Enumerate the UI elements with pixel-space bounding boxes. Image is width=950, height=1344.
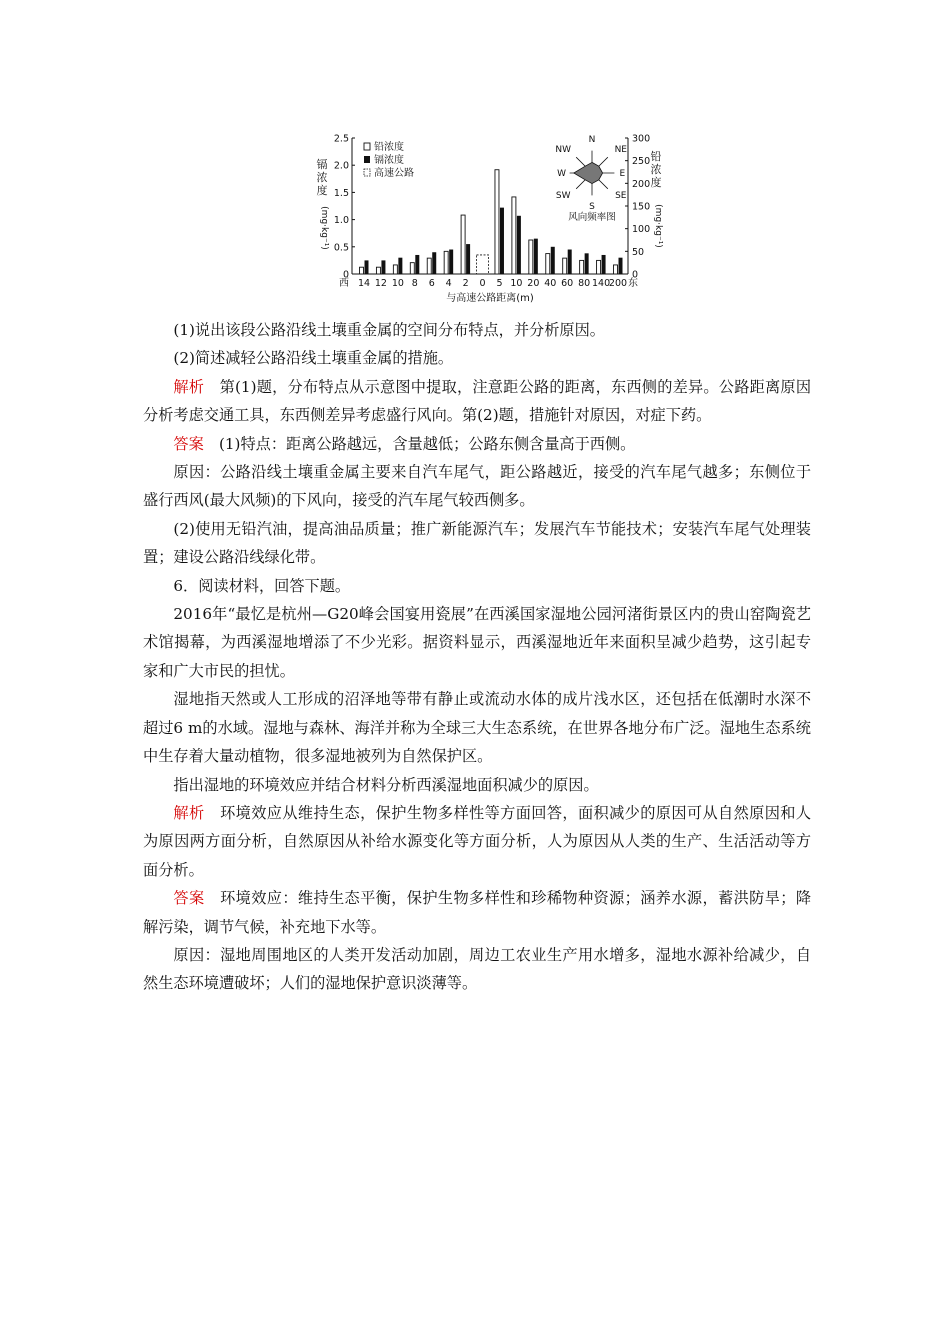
paragraph-10 (143, 799, 811, 884)
cadmium-bar (381, 260, 385, 274)
cadmium-bar (365, 260, 369, 274)
x-tick-label: 20 (527, 278, 540, 289)
wind-direction-label: W (557, 169, 567, 179)
left-tick-label: 2.0 (333, 160, 349, 172)
x-tick-label: 80 (578, 278, 591, 289)
paragraph-text: (1)说出该段公路沿线土壤重金属的空间分布特点，并分析原因。 (173, 321, 605, 339)
legend-cadmium-label: 镉浓度 (374, 155, 404, 166)
right-tick-label: 150 (632, 201, 651, 213)
cadmium-bar (398, 258, 402, 274)
x-tick-label: 60 (561, 278, 574, 289)
legend-cadmium-swatch (364, 156, 370, 163)
paragraph-7 (143, 600, 811, 685)
highway-bar (477, 255, 489, 274)
east-label: 东 (628, 278, 638, 289)
west-label: 西 (339, 278, 349, 289)
x-axis-label: 与高速公路距离(m) (446, 293, 534, 304)
paragraph-text: 指出湿地的环境效应并结合材料分析西溪湿地面积减少的原因。 (173, 775, 599, 794)
paragraph-text: 2016年“最忆是杭州—G20峰会国宴用瓷展”在西溪国家湿地公园河渚街景区内的贵山窑陶瓷艺术馆揭幕，为西溪湿地增添了不少光彩。据资料显示，西溪湿地近年来面积呈减少趋势，这引起专家和广大市民的担忧。 (143, 605, 811, 680)
paragraph-8 (143, 685, 811, 770)
cadmium-bar (517, 216, 521, 274)
left-axis-label-char: 镉 (316, 158, 328, 171)
right-tick-label: 300 (632, 133, 651, 145)
paragraph-2 (143, 373, 811, 430)
cadmium-bar (466, 244, 470, 274)
analysis-tag: 解析 (173, 377, 205, 396)
wind-direction-label: N (588, 135, 596, 145)
paragraph-12 (143, 941, 811, 998)
right-tick-label: 200 (632, 178, 651, 190)
x-tick-label: 8 (411, 278, 418, 289)
paragraph-1 (143, 344, 811, 372)
left-axis-unit: (mg·kg⁻¹) (319, 206, 329, 250)
paragraph-text: (2)使用无铅汽油，提高油品质量；推广新能源汽车；发展汽车节能技术；安装汽车尾气处理装置；建设公路沿线绿化带。 (143, 519, 811, 567)
heavy-metal-chart (312, 128, 664, 308)
chart-svg (312, 128, 664, 308)
cadmium-bar (551, 247, 555, 274)
left-tick-label: 1.0 (333, 215, 349, 227)
wind-rose-shape (574, 162, 603, 183)
paragraph-text: 湿地指天然或人工形成的沼泽地等带有静止或流动水体的成片浅水区，还包括在低潮时水深不超过6 m的水域。湿地与森林、海洋并称为全球三大生态系统，在世界各地分布广泛。湿地生态系统中生存着大量动植物，很多湿地被列为自然保护区。 (143, 690, 811, 766)
text-body (143, 316, 811, 998)
right-axis-unit: (mg·kg⁻¹) (653, 204, 663, 248)
right-tick-label: 250 (632, 156, 651, 168)
paragraph-4 (143, 458, 811, 515)
x-tick-label: 12 (374, 278, 387, 289)
wind-direction-label: SW (555, 190, 571, 201)
x-tick-label: 200 (608, 278, 628, 289)
paragraph-text: 环境效应从维持生态，保护生物多样性等方面回答，面积减少的原因可从自然原因和人为原因两方面分析，自然原因从补给水源变化等方面分析，人为原因从人类的生产、生活活动等方面分析。 (143, 803, 812, 879)
paragraph-11 (143, 884, 811, 941)
paragraph-5 (143, 515, 811, 572)
cadmium-bar (602, 255, 606, 274)
left-tick-label: 2.5 (333, 133, 349, 145)
x-tick-label: 6 (428, 278, 435, 289)
lead-bar (444, 251, 448, 274)
wind-direction-label: E (619, 169, 626, 179)
cadmium-bar (415, 255, 419, 274)
x-tick-label: 2 (462, 278, 469, 289)
wind-rose-title: 风向频率图 (568, 212, 616, 223)
cadmium-bar (568, 250, 572, 274)
analysis-tag: 解析 (173, 803, 205, 822)
paragraph-text: 原因：湿地周围地区的人类开发活动加剧，周边工农业生产用水增多，湿地水源补给减少，自然生态环境遭破坏；人们的湿地保护意识淡薄等。 (143, 945, 811, 993)
legend-highway-label: 高速公路 (374, 168, 414, 179)
x-tick-label: 140 (591, 278, 611, 289)
x-tick-label: 40 (544, 278, 557, 289)
paragraph-text: 原因：公路沿线土壤重金属主要来自汽车尾气，距公路越近，接受的汽车尾气越多；东侧位于盛行西风(最大风频)的下风向，接受的汽车尾气较西侧多。 (143, 463, 811, 510)
left-tick-label: 0 (342, 269, 349, 281)
wind-direction-label: SE (615, 190, 627, 201)
right-tick-label: 50 (632, 246, 645, 258)
cadmium-bar (619, 258, 623, 274)
left-tick-label: 1.5 (333, 187, 349, 199)
paragraph-9 (143, 771, 811, 799)
paragraph-3 (143, 430, 811, 458)
paragraph-text: 第(1)题，分布特点从示意图中提取，注意距公路的距离，东西侧的差异。公路距离原因分析考虑交通工具，东西侧差异考虑盛行风向。第(2)题，措施针对原因，对症下药。 (143, 377, 812, 425)
right-axis-label-char: 浓 (650, 163, 662, 176)
wind-direction-label: S (589, 202, 595, 212)
lead-bar (393, 265, 397, 274)
lead-bar (376, 267, 380, 274)
right-tick-label: 100 (632, 224, 651, 236)
answer-tag: 答案 (173, 434, 204, 453)
lead-bar (495, 170, 499, 274)
answer-tag: 答案 (173, 889, 205, 908)
x-tick-label: 5 (496, 278, 503, 289)
wind-direction-label: NE (614, 145, 628, 156)
cadmium-bar (500, 208, 504, 274)
left-axis-label-char: 浓 (316, 171, 328, 184)
paragraph-0 (143, 316, 811, 344)
cadmium-bar (585, 253, 589, 274)
lead-bar (360, 267, 364, 274)
legend-highway-swatch (364, 169, 370, 176)
lead-bar (563, 258, 567, 274)
cadmium-bar (534, 239, 538, 274)
lead-bar (614, 265, 618, 274)
lead-bar (410, 263, 414, 274)
legend-lead-label: 铅浓度 (374, 142, 404, 153)
lead-bar (580, 260, 584, 274)
paragraph-text: 环境效应：维持生态平衡，保护生物多样性和珍稀物种资源；涵养水源，蓄洪防旱；降解污染，调节气候，补充地下水等。 (143, 889, 812, 936)
x-tick-label: 14 (357, 278, 371, 289)
lead-bar (512, 197, 516, 274)
cadmium-bar (432, 252, 436, 274)
left-tick-label: 0.5 (333, 242, 349, 254)
legend-lead-swatch (364, 143, 370, 150)
lead-bar (529, 240, 533, 274)
paragraph-text: (1)特点：距离公路越远，含量越低；公路东侧含量高于西侧。 (218, 434, 636, 453)
x-tick-label: 4 (445, 278, 452, 289)
right-axis-label-char: 铅 (650, 150, 662, 163)
left-axis-label-char: 度 (316, 184, 328, 197)
lead-bar (427, 258, 431, 274)
right-tick-label: 0 (632, 269, 639, 281)
x-tick-label: 0 (479, 278, 486, 289)
paragraph-text: 6．阅读材料，回答下题。 (173, 576, 351, 595)
paragraph-text: (2)简述减轻公路沿线土壤重金属的措施。 (173, 349, 454, 368)
paragraph-6 (143, 572, 811, 600)
x-tick-label: 10 (391, 278, 404, 289)
right-axis-label-char: 度 (650, 176, 662, 189)
lead-bar (461, 215, 465, 274)
wind-direction-label: NW (555, 145, 572, 156)
x-tick-label: 10 (510, 278, 523, 289)
lead-bar (546, 254, 550, 274)
lead-bar (597, 260, 601, 274)
cadmium-bar (449, 250, 453, 274)
